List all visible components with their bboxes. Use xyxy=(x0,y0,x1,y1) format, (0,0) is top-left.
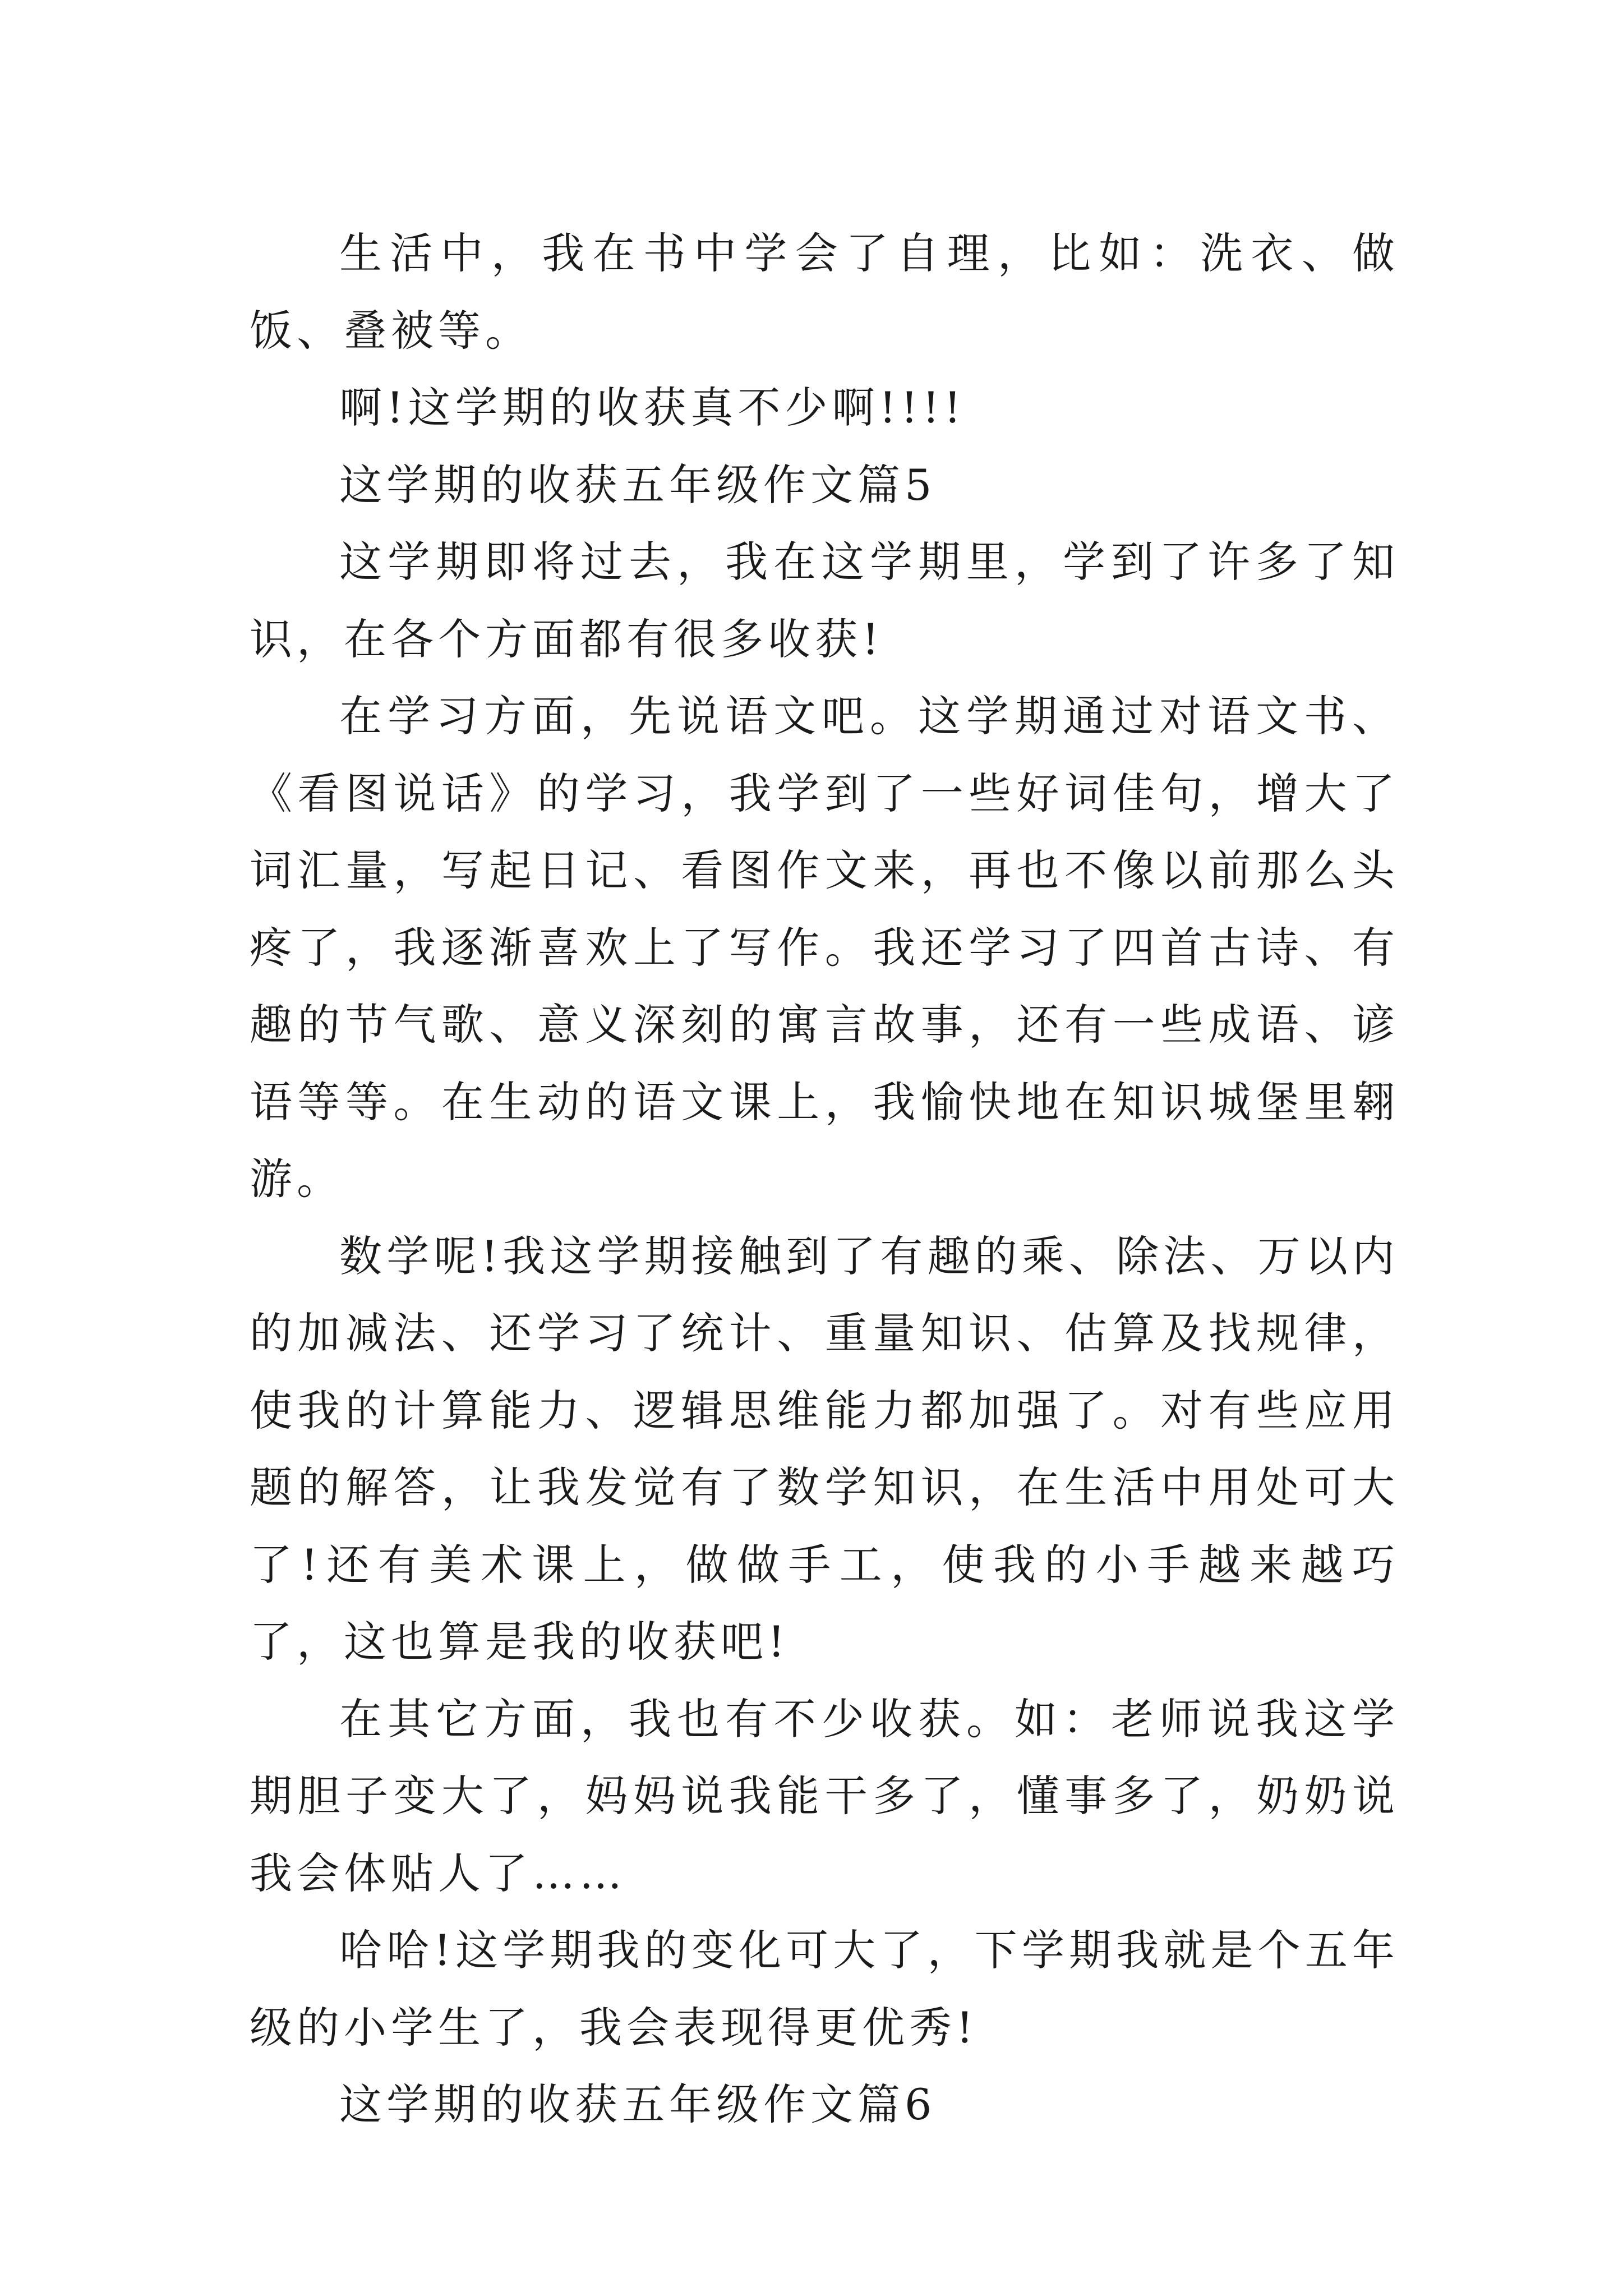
paragraph-conclusion: 哈哈!这学期我的变化可大了，下学期我就是个五年级的小学生了，我会表现得更优秀! xyxy=(250,1925,1399,2053)
paragraph-intro: 这学期即将过去，我在这学期里，学到了许多了知识，在各个方面都有很多收获! xyxy=(250,537,1399,664)
document-body xyxy=(250,215,1399,2143)
paragraph-self-care: 生活中，我在书中学会了自理，比如：洗衣、做饭、叠被等。 xyxy=(250,228,1399,356)
essay-heading-5: 这学期的收获五年级作文篇5 xyxy=(339,459,937,510)
paragraph-exclamation: 啊!这学期的收获真不少啊!!!! xyxy=(339,383,966,432)
paragraph-other-gains: 在其它方面，我也有不少收获。如：老师说我这学期胆子变大了，妈妈说我能干多了，懂事多了，奶奶说我会体贴人了…… xyxy=(250,1694,1399,1898)
paragraph-math-study: 数学呢!我这学期接触到了有趣的乘、除法、万以内的加减法、还学习了统计、重量知识、估算及找规律，使我的计算能力、逻辑思维能力都加强了。对有些应用题的解答，让我发觉有了数学知识，在生活中用处可大了!还有美术课上，做做手工，使我的小手越来越巧了，这也算是我的收获吧! xyxy=(250,1231,1399,1667)
essay-heading-6: 这学期的收获五年级作文篇6 xyxy=(339,2079,937,2129)
paragraph-chinese-study: 在学习方面，先说语文吧。这学期通过对语文书、《看图说话》的学习，我学到了一些好词佳句，增大了词汇量，写起日记、看图作文来，再也不像以前那么头疼了，我逐渐喜欢上了写作。我还学习了四首古诗、有趣的节气歌、意义深刻的寓言故事，还有一些成语、谚语等等。在生动的语文课上，我愉快地在知识城堡里翱游。 xyxy=(250,691,1399,1204)
